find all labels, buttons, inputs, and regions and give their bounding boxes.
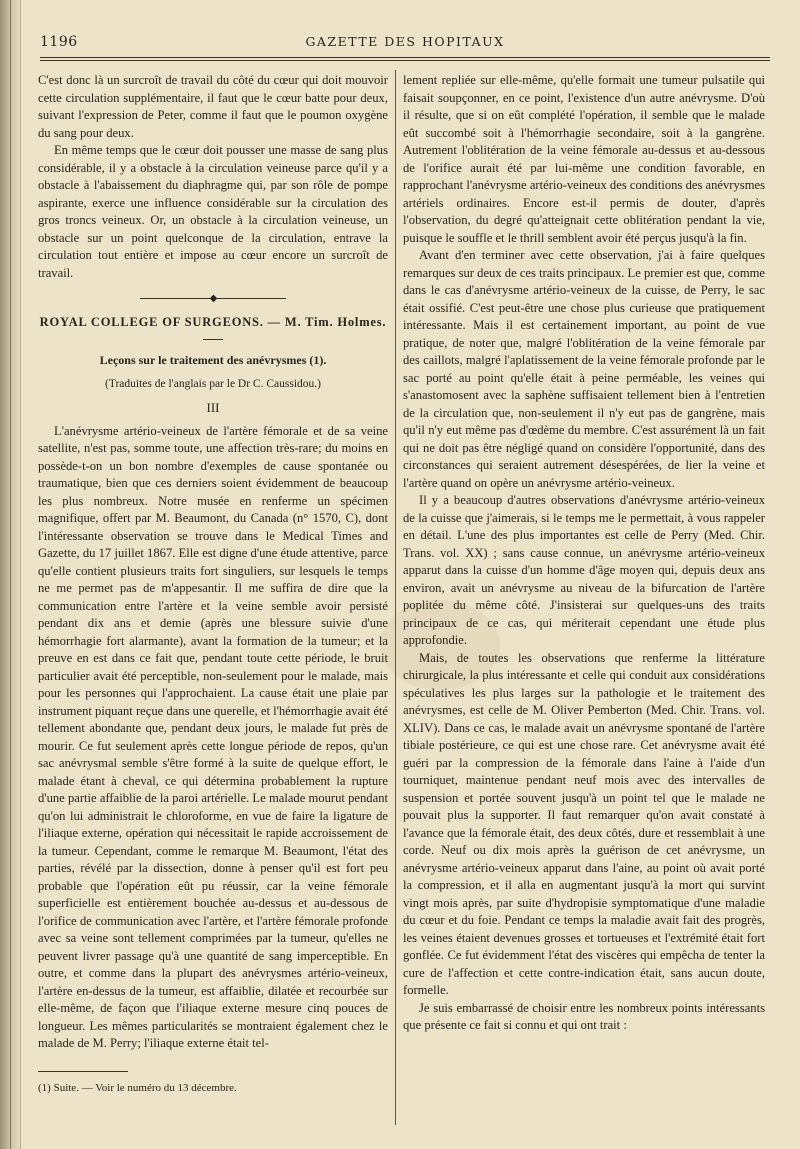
header-rule <box>40 57 770 58</box>
translator-credit: (Traduites de l'anglais par le Dr C. Caussidou.) <box>105 377 321 390</box>
paragraph: lement repliée sur elle-même, qu'elle formait une tumeur pulsatile qui faisait soupçonner, en ce point, l'existence d'un autre anévrysme. D'où il résulte, que si on eût complété l'opération, il semble que le malade eût succombé soit à l'hémorrhagie secondaire, soit à la gangrène. Autrement l'oblitération de la veine fémorale au-dessus et au-dessous de l'orifice aurait été par lui-même une condition favorable, en rapprochant l'anévrysme artério-veineux des conditions des anévrysmes artériels ordinaires. Encore est-il permis de douter, d'après l'observation, du degré qu'atteignait cette oblitération pendant la vie, puisque le souffle et le thrill semblent avoir été perçus jusqu'à la fin. <box>403 73 765 245</box>
section-heading: ROYAL COLLEGE OF SURGEONS. — M. Tim. Holmes. <box>39 314 387 329</box>
section-ornament: ◆ <box>38 290 388 308</box>
page-binding-edge <box>0 0 21 1149</box>
journal-title: GAZETTE DES HOPITAUX <box>305 34 505 49</box>
paragraph: C'est donc là un surcroît de travail du côté du cœur qui doit mouvoir cette circulation supplémentaire, il faut que le cœur batte pour deux, suivant l'expression de Peter, comme il faut que le poumon oxygène du sang pour deux. <box>38 73 388 140</box>
right-column <box>403 72 765 1035</box>
header-rule-double <box>40 60 770 61</box>
section-rule <box>203 339 223 340</box>
column-divider <box>395 70 396 1125</box>
paragraph: L'anévrysme artério-veineux de l'artère fémorale et de sa veine satellite, n'est pas, somme toute, une affection très-rare; du moins en possède-t-on un bon nombre d'exemples de cause spontanée ou traumatique, bien que ces derniers soient évidemment de beaucoup les plus nombreux. Notre musée en renferme un spécimen magnifique, offert par M. Beaumont, du Canada (n° 1570, C), dont l'intéressante observation se trouve dans le Medical Times and Gazette, du 17 juillet 1867. Elle est digne d'une étude attentive, parce qu'elle contient plusieurs traits fort singuliers, sur lesquels le temps ne me permet pas de m'appesantir. Il me suffira de dire que la communication entre l'artère et la veine semble avoir persisté pendant dix ans et demie (après une blessure suivie d'une hémorrhagie fort alarmante), avant la formation de la tumeur; et la preuve en est dans ce fait que, pendant toute cette période, le bruit particulier avait été perceptible, non-seulement pour le malade, mais pour les personnes qui l'approchaient. La cause était une plaie par instrument piquant reçue dans une querelle, et l'hémorrhagie avait été tellement abondante que, pendant deux jours, le malade fut près de mourir. Ce fut seulement après cette longue période de repos, qu'un sac anévrysmal semble s'être formé à la suite de quelque effort, le malade étant à cheval, ce qui détermina probablement la rupture d'une partie affaiblie de la paroi artérielle. Le malade mourut pendant qu'on lui administrait le chloroforme, en vue de faire la ligature de l'iliaque externe, opération qui nécessitait le rapide accroissement de la tumeur. Cependant, comme le remarque M. Beaumont, l'état des parties, révélé par la dissection, donne à penser qu'il est fort peu probable que l'opération eût pu réussir, car la veine fémorale superficielle est entièrement bouchée au-dessus et au-dessous de l'orifice de communication avec l'artère, et l'artère fémorale profonde avec sa veine sont tellement comprimées par la tumeur, qu'elles ne peuvent livrer passage qu'à une quantité de sang imperceptible. En outre, et comme dans la plupart des anévrysmes artério-veineux, l'artère en-dessus de la tumeur, est affaiblie, dilatée et recourbée sur elle-même, de façon que l'iliaque externe mesure cinq pouces de longueur. Les mêmes particularités se montraient également chez le malade de M. Perry; l'iliaque externe était tel- <box>38 423 388 1050</box>
running-header <box>40 30 770 54</box>
paragraph: Mais, de toutes les observations que renferme la littérature chirurgicale, la plus intéressante et celle qui conduit aux considérations spéculatives les plus larges sur la pathologie et le traitement des anévrysmes, est celle de M. Oliver Pemberton (Med. Chir. Trans. vol. XLIV). Dans ce cas, le malade avait un anévrysme spontané de l'artère tibiale postérieure, ce qui est une chose rare. Cet anévrysme avait été guéri par la compression de la fémorale dans l'aine à l'aide d'un tourniquet, maintenue pendant neuf mois avec des intervalles de suspension et portée souvent jusqu'à un point tel que le malade ne pouvait plus la supporter. Il faut remarquer qu'on avait constaté à l'avance que la fémorale était, des deux côtés, dure et ressemblait à une corde. Neuf ou dix mois après la guérison de cet anévrysme, un anévrysme artério-veineux apparut dans l'aine, au point où avait porté la compression, et il alla en augmentant jusqu'à la mort qui survint vingt mois après, par suite d'hydropisie symptomatique d'une maladie du cœur et du foie. Pendant ce temps la maladie avait fait des progrès, les veines étaient devenues grosses et tortueuses et l'extrémité était fort gonflée. Ce fut évidemment l'état des viscères qui empêcha de tenter la cure de l'affection et cette contre-indication était, sans aucun doute, formelle. <box>403 650 765 997</box>
paragraph: Il y a beaucoup d'autres observations d'anévrysme artério-veineux de la cuisse que j'aimerais, si le temps me le permettait, à vous rappeler en détail. L'une des plus importantes est celle de Perry (Med. Chir. Trans. vol. XX) ; sans cause connue, un anévrysme artério-veineux apparut dans la cuisse d'un homme d'âge moyen qui, depuis deux ans environ, avait un anévrysme au niveau de la bifurcation de l'artère poplitée du même côté. J'insisterai sur quelques-uns des traits principaux de ce cas, qui mériterait cependant une étude plus approfondie. <box>403 493 765 647</box>
left-column <box>38 72 388 1097</box>
paragraph: Je suis embarrassé de choisir entre les nombreux points intéressants que présente ce fait si connu et qui ont trait : <box>403 1000 765 1032</box>
paragraph: Avant d'en terminer avec cette observation, j'ai à faire quelques remarques sur deux de ces traits principaux. Le premier est que, comme dans le cas d'anévrysme artério-veineux de la cuisse, de Perry, le sac était ossifié. C'est peut-être une chose plus curieuse que pratiquement intéressante. Mais il est certainement important, au point de vue pratique, de noter que, malgré l'oblitération de la veine fémorale par des caillots, malgré l'aplatissement de la veine fémorale profonde par le sac porté au point qu'elle était à peine perméable, les veines qui s'anastomosent avec la saphène suffisaient tellement bien à l'entretien de la circulation que, non-seulement il n'y eut pas de gangrène, mais qu'il n'y eut même pas d'œdème du membre. C'est assurément là un fait qui ne doit pas être négligé quand on considère l'opportunité, dans des circonstances qui seraient autrement désespérées, de lier la veine et l'artère quand on opère un anévrysme artério-veineux. <box>403 248 765 490</box>
footnote-rule <box>38 1071 128 1072</box>
page-number: 1196 <box>40 34 78 50</box>
lecture-number: III <box>206 400 220 415</box>
paragraph: En même temps que le cœur doit pousser une masse de sang plus considérable, il y a obstacle à la circulation veineuse parce qu'il y a obstacle à l'abaissement du diaphragme qui, par son rôle de pompe aspirante, exerce une influence considérable sur la circulation des gros troncs veineux. Or, un obstacle à la circulation veineuse, un obstacle sur un point quelconque de la circulation, entrave la circulation tout entière et impose au cœur encore un surcroît de travail. <box>38 143 388 280</box>
footnote: (1) Suite. — Voir le numéro du 13 décembre. <box>38 1081 237 1094</box>
lecture-title: Leçons sur le traitement des anévrysmes (1). <box>99 353 327 367</box>
